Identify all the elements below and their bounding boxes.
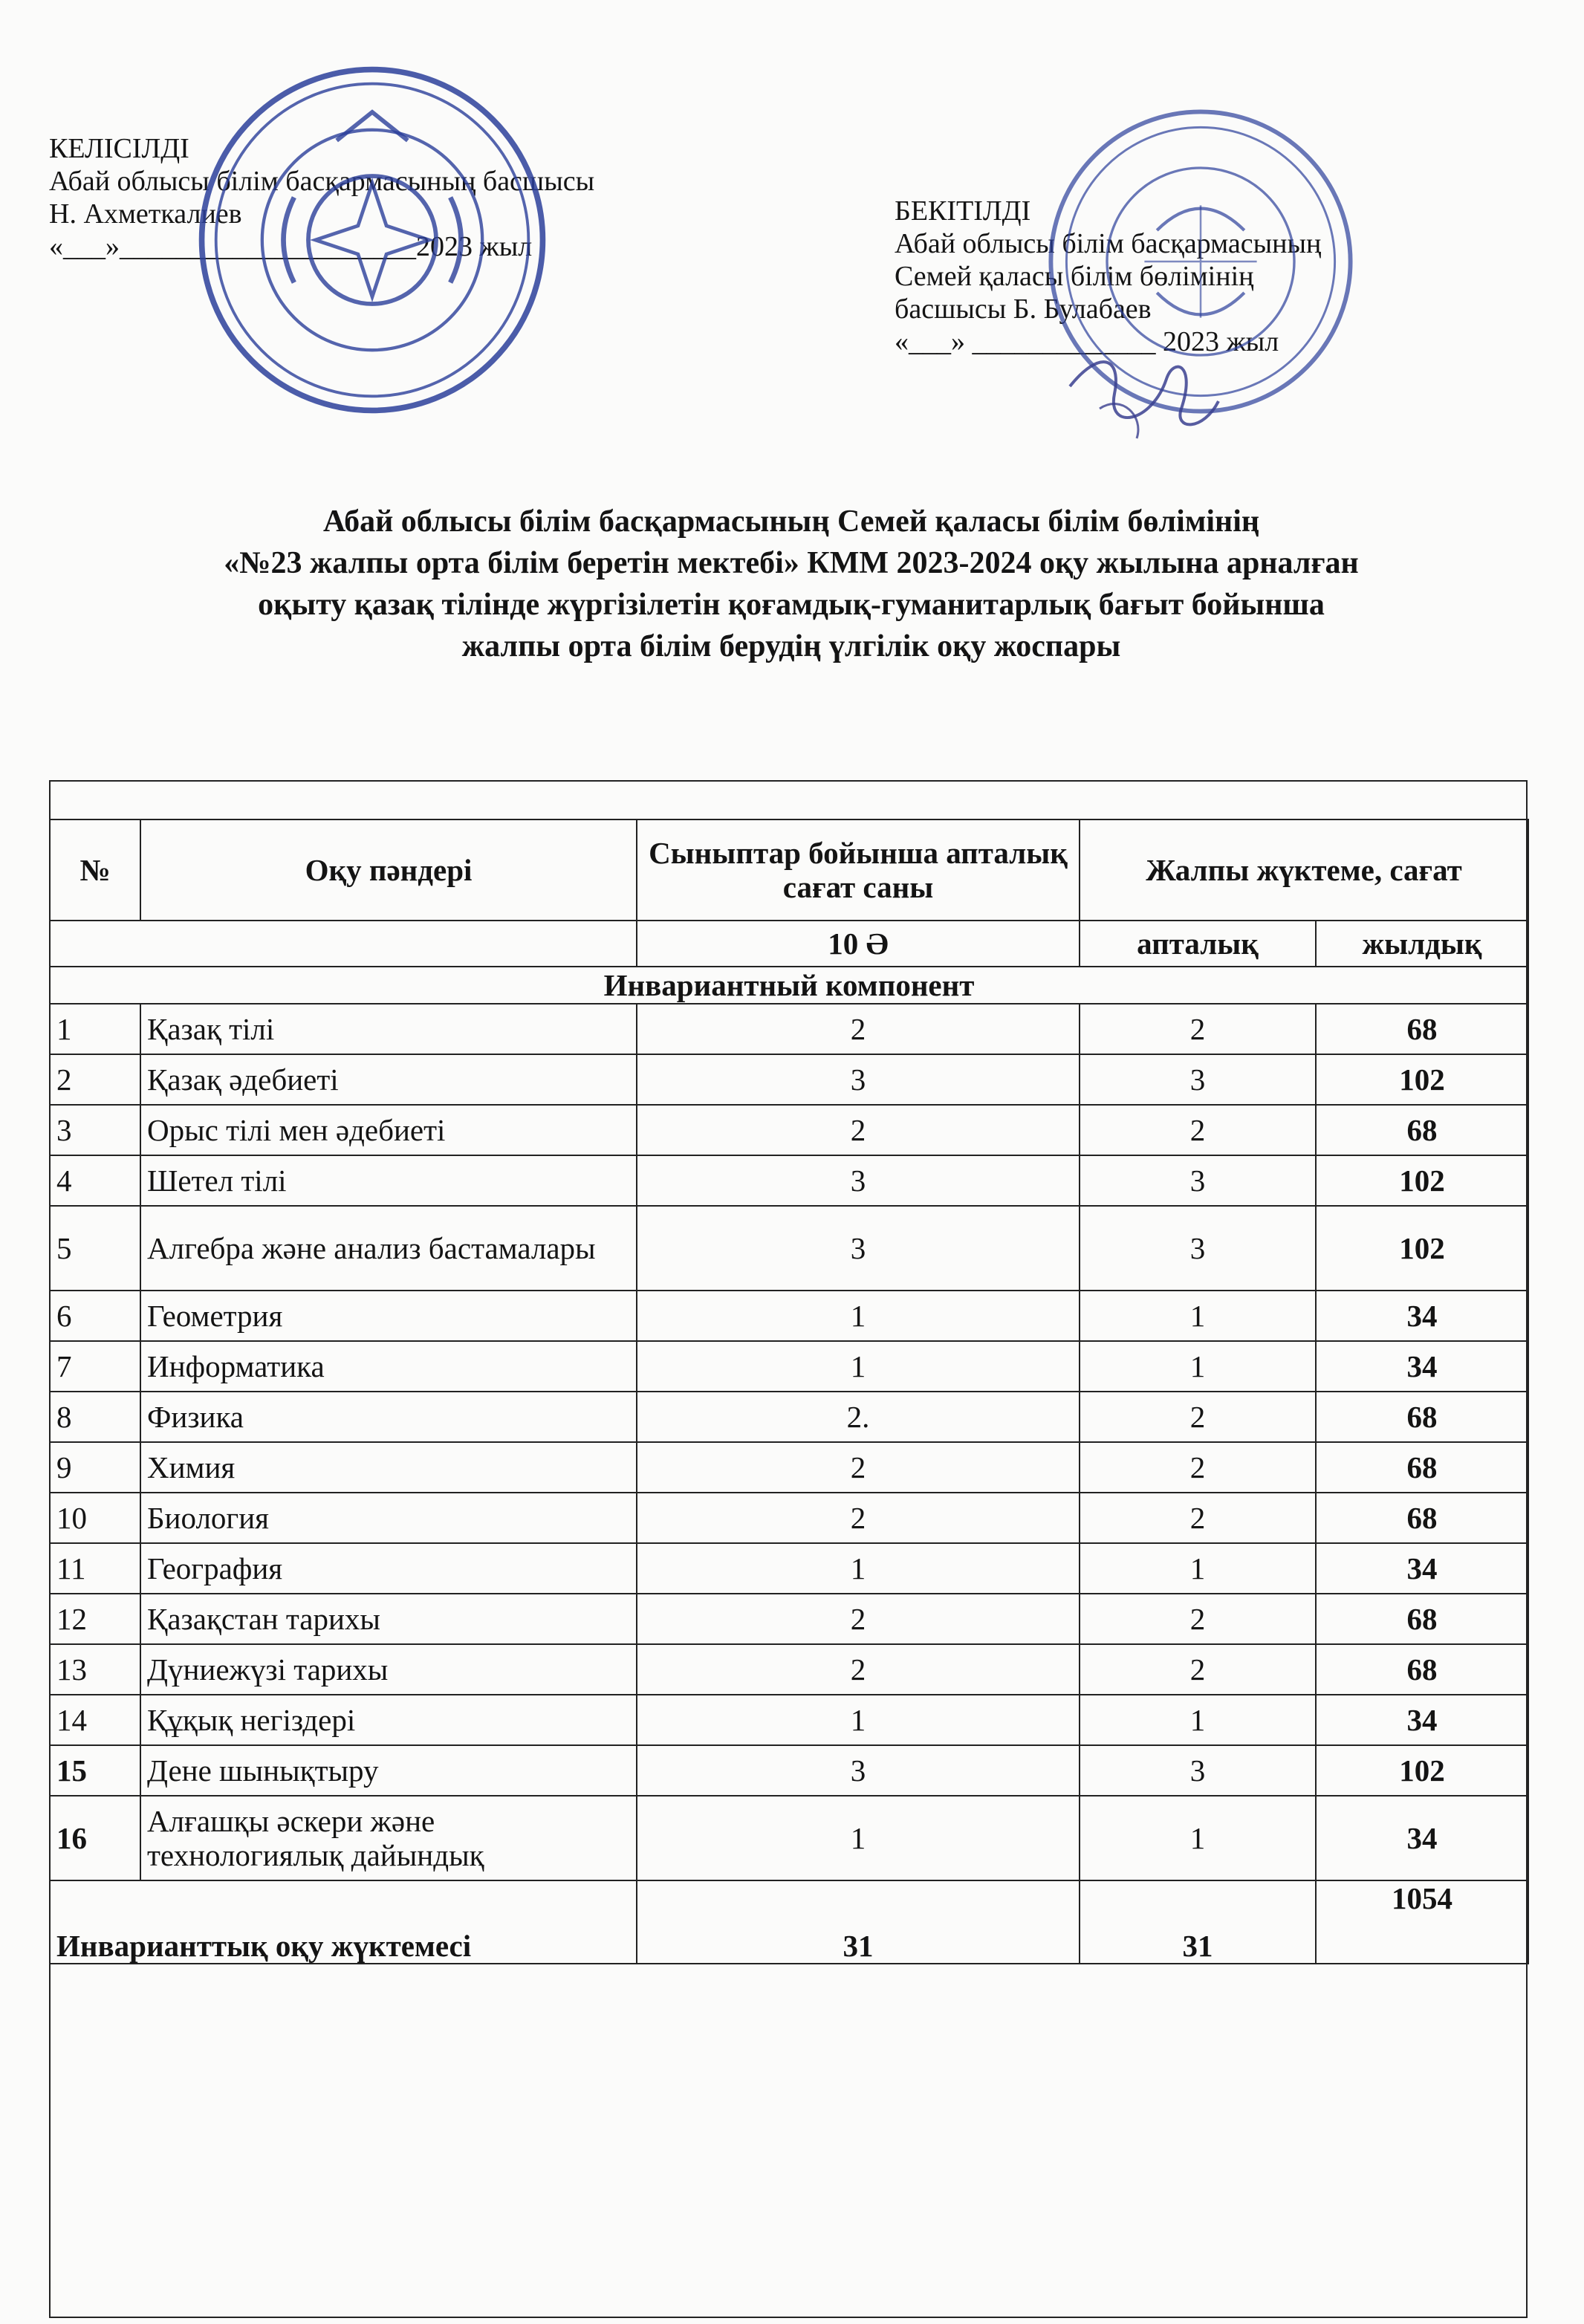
- approval-left-heading: КЕЛІСІЛДІ: [49, 133, 189, 164]
- row-yearly-hours: 68: [1316, 1644, 1528, 1695]
- row-weekly-hours: 1: [1080, 1796, 1316, 1880]
- row-yearly-hours: 34: [1316, 1543, 1528, 1594]
- total-weekly-hours: 31: [1080, 1880, 1316, 1964]
- row-number: 2: [50, 1054, 140, 1105]
- header-yearly: жылдық: [1316, 921, 1528, 967]
- approval-right-line1: Абай облысы білім басқармасының: [895, 228, 1322, 259]
- total-label: Инварианттық оқу жүктемесі: [50, 1880, 637, 1964]
- row-subject: Дүниежүзі тарихы: [140, 1644, 637, 1695]
- approval-right-line4: «___» _____________ 2023 жыл: [895, 326, 1279, 357]
- table-row: [50, 1392, 1528, 1442]
- table-row: [50, 1594, 1528, 1644]
- row-weekly-hours: 2: [1080, 1594, 1316, 1644]
- row-number: 4: [50, 1155, 140, 1206]
- row-class-hours: 1: [637, 1796, 1080, 1880]
- row-subject: Физика: [140, 1392, 637, 1442]
- row-weekly-hours: 3: [1080, 1054, 1316, 1105]
- row-number: 9: [50, 1442, 140, 1493]
- table-row: [50, 1341, 1528, 1392]
- row-weekly-hours: 2: [1080, 1392, 1316, 1442]
- title-line2: «№23 жалпы орта білім беретін мектебі» КММ 2023-2024 оқу жылына арналған: [224, 546, 1359, 580]
- row-yearly-hours: 34: [1316, 1341, 1528, 1392]
- total-class-hours: 31: [637, 1880, 1080, 1964]
- table-row: [50, 1745, 1528, 1796]
- header-num: №: [50, 819, 140, 921]
- row-subject: Қазақ тілі: [140, 1004, 637, 1054]
- row-class-hours: 3: [637, 1206, 1080, 1291]
- total-yearly-hours: 1054: [1316, 1880, 1528, 1964]
- row-number: 16: [50, 1796, 140, 1880]
- row-yearly-hours: 68: [1316, 1442, 1528, 1493]
- table-row: [50, 1796, 1528, 1880]
- row-number: 15: [50, 1745, 140, 1796]
- row-yearly-hours: 34: [1316, 1695, 1528, 1745]
- row-number: 11: [50, 1543, 140, 1594]
- header-weekly: апталық: [1080, 921, 1316, 967]
- row-class-hours: 3: [637, 1054, 1080, 1105]
- row-yearly-hours: 102: [1316, 1745, 1528, 1796]
- row-class-hours: 2.: [637, 1392, 1080, 1442]
- row-class-hours: 2: [637, 1105, 1080, 1155]
- row-subject: Дене шынықтыру: [140, 1745, 637, 1796]
- row-subject: Құқық негіздері: [140, 1695, 637, 1745]
- row-yearly-hours: 102: [1316, 1155, 1528, 1206]
- table-row: [50, 1493, 1528, 1543]
- header-total-load: Жалпы жүктеме, сағат: [1080, 819, 1528, 921]
- row-yearly-hours: 102: [1316, 1206, 1528, 1291]
- row-subject: География: [140, 1543, 637, 1594]
- row-number: 10: [50, 1493, 140, 1543]
- table-row: [50, 1105, 1528, 1155]
- header-class: 10 Ә: [637, 921, 1080, 967]
- row-subject: Химия: [140, 1442, 637, 1493]
- row-class-hours: 1: [637, 1543, 1080, 1594]
- row-class-hours: 2: [637, 1442, 1080, 1493]
- row-number: 1: [50, 1004, 140, 1054]
- header-subject: Оқу пәндері: [140, 819, 637, 921]
- title-line1: Абай облысы білім басқармасының Семей қаласы білім бөлімінің: [322, 504, 1260, 539]
- table-row: [50, 1206, 1528, 1291]
- row-class-hours: 2: [637, 1594, 1080, 1644]
- table-row-total: [50, 1880, 1528, 1964]
- row-yearly-hours: 68: [1316, 1004, 1528, 1054]
- table-row: [50, 1004, 1528, 1054]
- row-number: 3: [50, 1105, 140, 1155]
- row-number: 5: [50, 1206, 140, 1291]
- section-invariant: Инвариантный компонент: [50, 967, 1528, 1004]
- table-row: [50, 1155, 1528, 1206]
- row-number: 6: [50, 1291, 140, 1341]
- stamp-seal-left: [195, 62, 550, 418]
- row-yearly-hours: 68: [1316, 1594, 1528, 1644]
- approval-left-line3: «___»_____________________2023 жыл: [49, 231, 533, 262]
- row-class-hours: 3: [637, 1745, 1080, 1796]
- row-yearly-hours: 68: [1316, 1392, 1528, 1442]
- row-class-hours: 1: [637, 1341, 1080, 1392]
- row-weekly-hours: 2: [1080, 1004, 1316, 1054]
- row-number: 13: [50, 1644, 140, 1695]
- approval-right-line3: басшысы Б. Булабаев: [895, 293, 1152, 325]
- row-class-hours: 1: [637, 1695, 1080, 1745]
- row-weekly-hours: 1: [1080, 1291, 1316, 1341]
- row-weekly-hours: 1: [1080, 1695, 1316, 1745]
- header-empty: [50, 921, 637, 967]
- curriculum-table-frame: [49, 780, 1528, 2318]
- row-yearly-hours: 34: [1316, 1291, 1528, 1341]
- row-weekly-hours: 2: [1080, 1442, 1316, 1493]
- row-yearly-hours: 34: [1316, 1796, 1528, 1880]
- row-subject: Биология: [140, 1493, 637, 1543]
- header-weekly-by-class: Сыныптар бойынша апталық сағат саны: [637, 819, 1080, 921]
- row-weekly-hours: 2: [1080, 1493, 1316, 1543]
- row-weekly-hours: 1: [1080, 1341, 1316, 1392]
- row-subject: Алгебра және анализ бастамалары: [140, 1206, 637, 1291]
- row-number: 8: [50, 1392, 140, 1442]
- title-line4: жалпы орта білім берудің үлгілік оқу жоспары: [461, 629, 1121, 663]
- row-weekly-hours: 3: [1080, 1206, 1316, 1291]
- approval-right-heading: БЕКІТІЛДІ: [895, 195, 1031, 227]
- approval-left-line2: Н. Ахметкалиев: [49, 198, 242, 230]
- row-subject: Геометрия: [140, 1291, 637, 1341]
- row-subject: Қазақстан тарихы: [140, 1594, 637, 1644]
- table-row: [50, 1291, 1528, 1341]
- curriculum-table: [49, 819, 1529, 1964]
- row-number: 12: [50, 1594, 140, 1644]
- row-subject: Алғашқы әскери және технологиялық дайындық: [140, 1796, 637, 1880]
- row-class-hours: 2: [637, 1004, 1080, 1054]
- table-row: [50, 1695, 1528, 1745]
- row-weekly-hours: 3: [1080, 1745, 1316, 1796]
- row-subject: Орыс тілі мен әдебиеті: [140, 1105, 637, 1155]
- row-weekly-hours: 1: [1080, 1543, 1316, 1594]
- signature: [1055, 334, 1233, 446]
- table-row: [50, 1054, 1528, 1105]
- table-row: [50, 1543, 1528, 1594]
- row-weekly-hours: 3: [1080, 1155, 1316, 1206]
- row-subject: Қазақ әдебиеті: [140, 1054, 637, 1105]
- row-number: 14: [50, 1695, 140, 1745]
- approval-right-line2: Семей қаласы білім бөлімінің: [895, 261, 1254, 292]
- row-yearly-hours: 68: [1316, 1493, 1528, 1543]
- title-line3: оқыту қазақ тілінде жүргізілетін қоғамдық-гуманитарлық бағыт бойынша: [258, 588, 1325, 622]
- row-class-hours: 1: [637, 1291, 1080, 1341]
- row-class-hours: 2: [637, 1493, 1080, 1543]
- row-weekly-hours: 2: [1080, 1105, 1316, 1155]
- document-title: [52, 501, 1531, 667]
- row-class-hours: 2: [637, 1644, 1080, 1695]
- table-row: [50, 1442, 1528, 1493]
- row-yearly-hours: 102: [1316, 1054, 1528, 1105]
- table-row: [50, 1644, 1528, 1695]
- row-subject: Информатика: [140, 1341, 637, 1392]
- row-class-hours: 3: [637, 1155, 1080, 1206]
- row-number: 7: [50, 1341, 140, 1392]
- row-yearly-hours: 68: [1316, 1105, 1528, 1155]
- row-weekly-hours: 2: [1080, 1644, 1316, 1695]
- approval-left-line1: Абай облысы білім басқармасының басшысы: [49, 166, 595, 197]
- row-subject: Шетел тілі: [140, 1155, 637, 1206]
